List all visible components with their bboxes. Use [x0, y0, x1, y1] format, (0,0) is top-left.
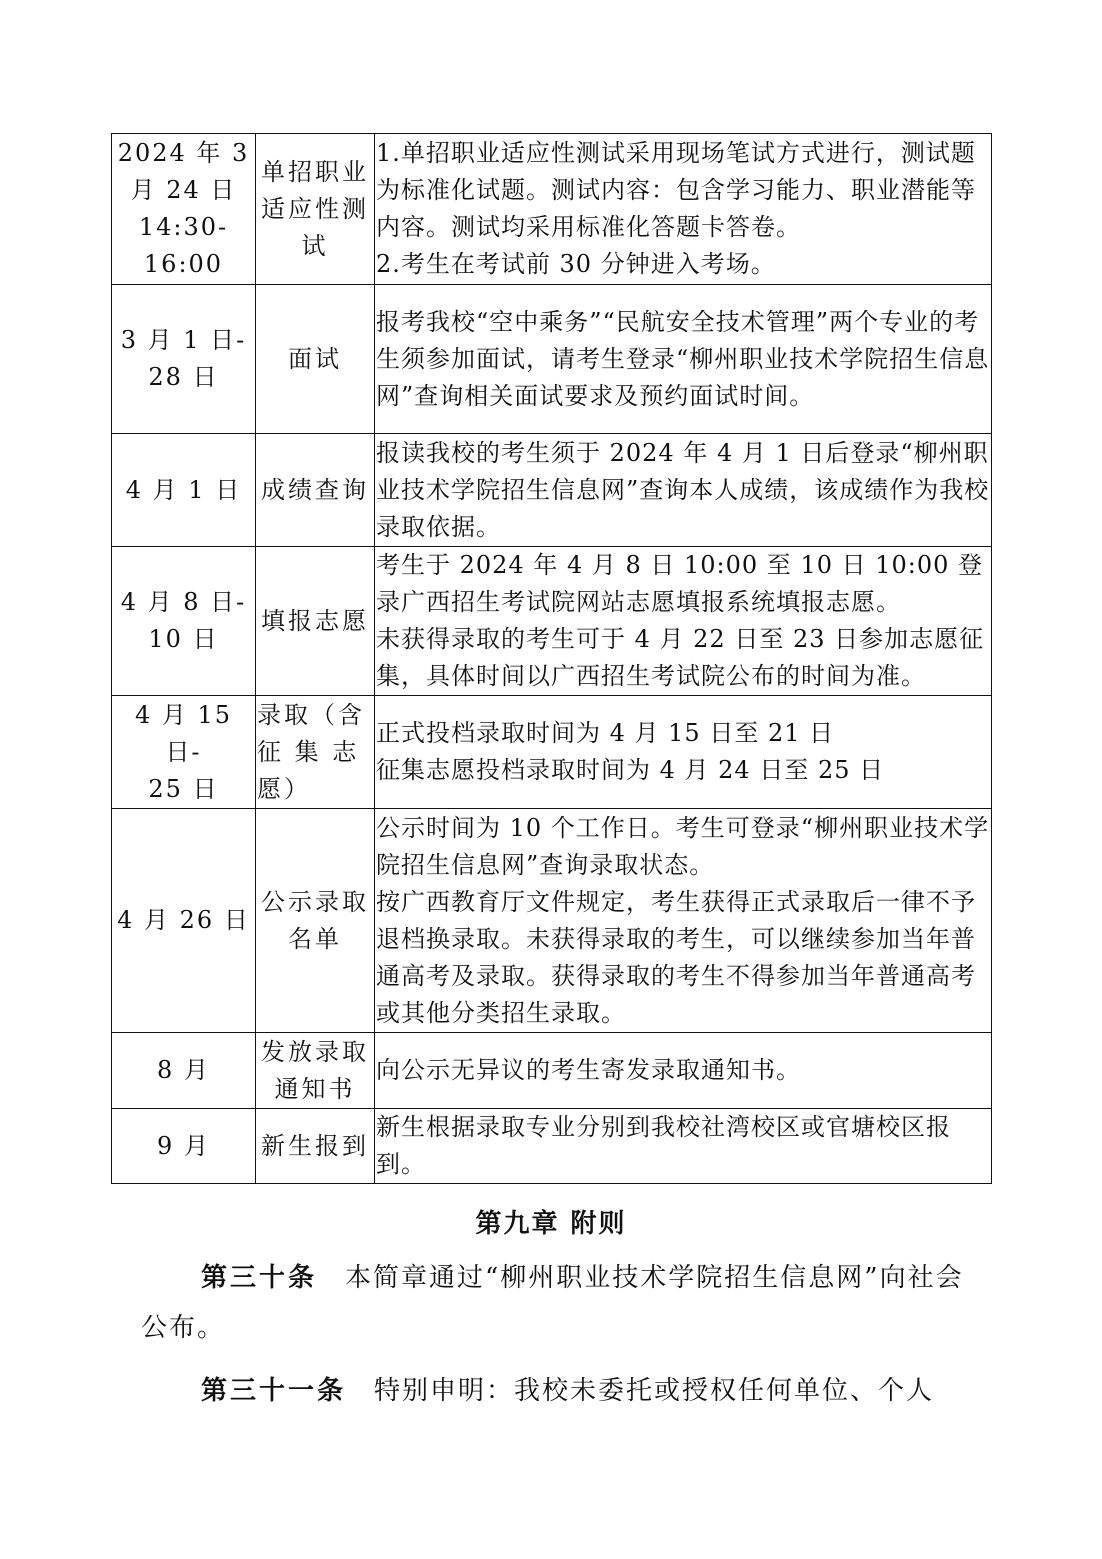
content-paragraph: 向公示无异议的考生寄发录取通知书。 — [376, 1056, 801, 1084]
date-line: 25 日 — [148, 774, 219, 803]
schedule-table — [111, 133, 992, 1184]
table-row — [112, 809, 992, 1033]
item-line: 发放录取 — [261, 1037, 369, 1066]
content-paragraph: 2.考生在考试前 30 分钟进入考场。 — [376, 250, 776, 278]
date-line: 14:30- — [138, 213, 229, 241]
item-line: 征 集 志 — [257, 737, 360, 766]
article-label: 第三十一条 — [201, 1376, 347, 1406]
item-line: 新生报到 — [261, 1131, 369, 1160]
item-line: 公示录取 — [261, 887, 369, 916]
table-row — [112, 696, 992, 809]
date-cell — [112, 1109, 256, 1184]
date-line: 4 月 26 日 — [117, 906, 250, 934]
content-paragraph: 新生根据录取专业分别到我校社湾校区或官塘校区报到。 — [376, 1113, 951, 1178]
article-label: 第三十条 — [201, 1263, 318, 1293]
date-cell — [112, 434, 256, 547]
content-paragraph: 考生于 2024 年 4 月 8 日 10:00 至 10 日 10:00 登录广西招生考试院网站志愿填报系统填报志愿。 — [376, 551, 984, 616]
date-line: 4 月 8 日- — [120, 588, 247, 616]
item-cell — [256, 134, 375, 285]
content-cell — [375, 434, 992, 547]
content-cell — [375, 1033, 992, 1109]
content-paragraph: 1.单招职业适应性测试采用现场笔试方式进行，测试题为标准化试题。测试内容：包含学习能力、职业潜能等内容。测试均采用标准化答题卡答卷。 — [376, 139, 976, 241]
date-line: 9 月 — [157, 1131, 210, 1160]
content-cell — [375, 285, 992, 434]
content-cell — [375, 696, 992, 809]
item-line: 试 — [301, 231, 329, 260]
article-text: 特别申明：我校未委托或授权任何单位、个人 — [374, 1376, 935, 1406]
date-cell — [112, 809, 256, 1033]
date-line: 4 月 15 日- — [134, 700, 233, 766]
content-paragraph: 按广西教育厅文件规定，考生获得正式录取后一律不予退档换录取。未获得录取的考生，可以继续参加当年普通高考及录取。获得录取的考生不得参加当年普通高考或其他分类招生录取。 — [376, 887, 976, 1027]
item-cell — [256, 1033, 375, 1109]
content-paragraph: 报考我校“空中乘务”“民航安全技术管理”两个专业的考生须参加面试，请考生登录“柳州职业技术学院招生信息网”查询相关面试要求及预约面试时间。 — [376, 307, 990, 410]
date-line: 8 月 — [157, 1056, 210, 1084]
item-cell — [256, 809, 375, 1033]
item-line: 面试 — [288, 344, 342, 373]
item-cell — [256, 547, 375, 696]
content-paragraph: 报读我校的考生须于 2024 年 4 月 1 日后登录“柳州职业技术学院招生信息网”查询本人成绩，该成绩作为我校录取依据。 — [376, 438, 990, 541]
content-cell — [375, 809, 992, 1033]
date-line: 月 24 日 — [130, 176, 237, 204]
table-row — [112, 134, 992, 285]
table-row — [112, 547, 992, 696]
item-line: 录取（含 — [257, 700, 365, 729]
item-line: 愿） — [257, 774, 311, 803]
date-cell — [112, 1033, 256, 1109]
content-paragraph: 公示时间为 10 个工作日。考生可登录“柳州职业技术学院招生信息网”查询录取状态。 — [376, 813, 990, 879]
content-paragraph: 正式投档录取时间为 4 月 15 日至 21 日 — [376, 719, 835, 747]
date-line: 16:00 — [143, 250, 224, 278]
table-row — [112, 1109, 992, 1184]
table-row — [112, 434, 992, 547]
date-line: 2024 年 3 — [117, 139, 250, 167]
content-paragraph: 征集志愿投档录取时间为 4 月 24 日至 25 日 — [376, 756, 885, 784]
table-row — [112, 1033, 992, 1109]
table-row — [112, 285, 992, 434]
item-cell — [256, 1109, 375, 1184]
item-cell — [256, 434, 375, 547]
item-line: 填报志愿 — [261, 606, 369, 635]
date-cell — [112, 696, 256, 809]
content-paragraph: 未获得录取的考生可于 4 月 22 日至 23 日参加志愿征集，具体时间以广西招生考试院公布的时间为准。 — [376, 625, 985, 690]
date-line: 28 日 — [148, 363, 219, 391]
content-cell — [375, 547, 992, 696]
item-line: 单招职业 — [261, 157, 369, 186]
content-cell — [375, 134, 992, 285]
item-line: 适应性测 — [261, 194, 369, 223]
item-line: 成绩查询 — [261, 475, 369, 504]
date-line: 10 日 — [148, 625, 219, 653]
article-text: 本简章通过“柳州职业技术学院招生信息网”向社会公布。 — [141, 1263, 964, 1343]
item-line: 名单 — [288, 924, 342, 953]
article-paragraph — [141, 1253, 971, 1353]
article-paragraph — [141, 1366, 971, 1416]
date-cell — [112, 547, 256, 696]
content-cell — [375, 1109, 992, 1184]
date-cell — [112, 285, 256, 434]
item-cell — [256, 285, 375, 434]
item-cell — [256, 696, 375, 809]
date-line: 3 月 1 日- — [120, 326, 247, 354]
date-cell — [112, 134, 256, 285]
chapter-heading: 第九章 附则 — [475, 1209, 627, 1239]
item-line: 通知书 — [274, 1074, 356, 1103]
date-line: 4 月 1 日 — [125, 475, 242, 504]
